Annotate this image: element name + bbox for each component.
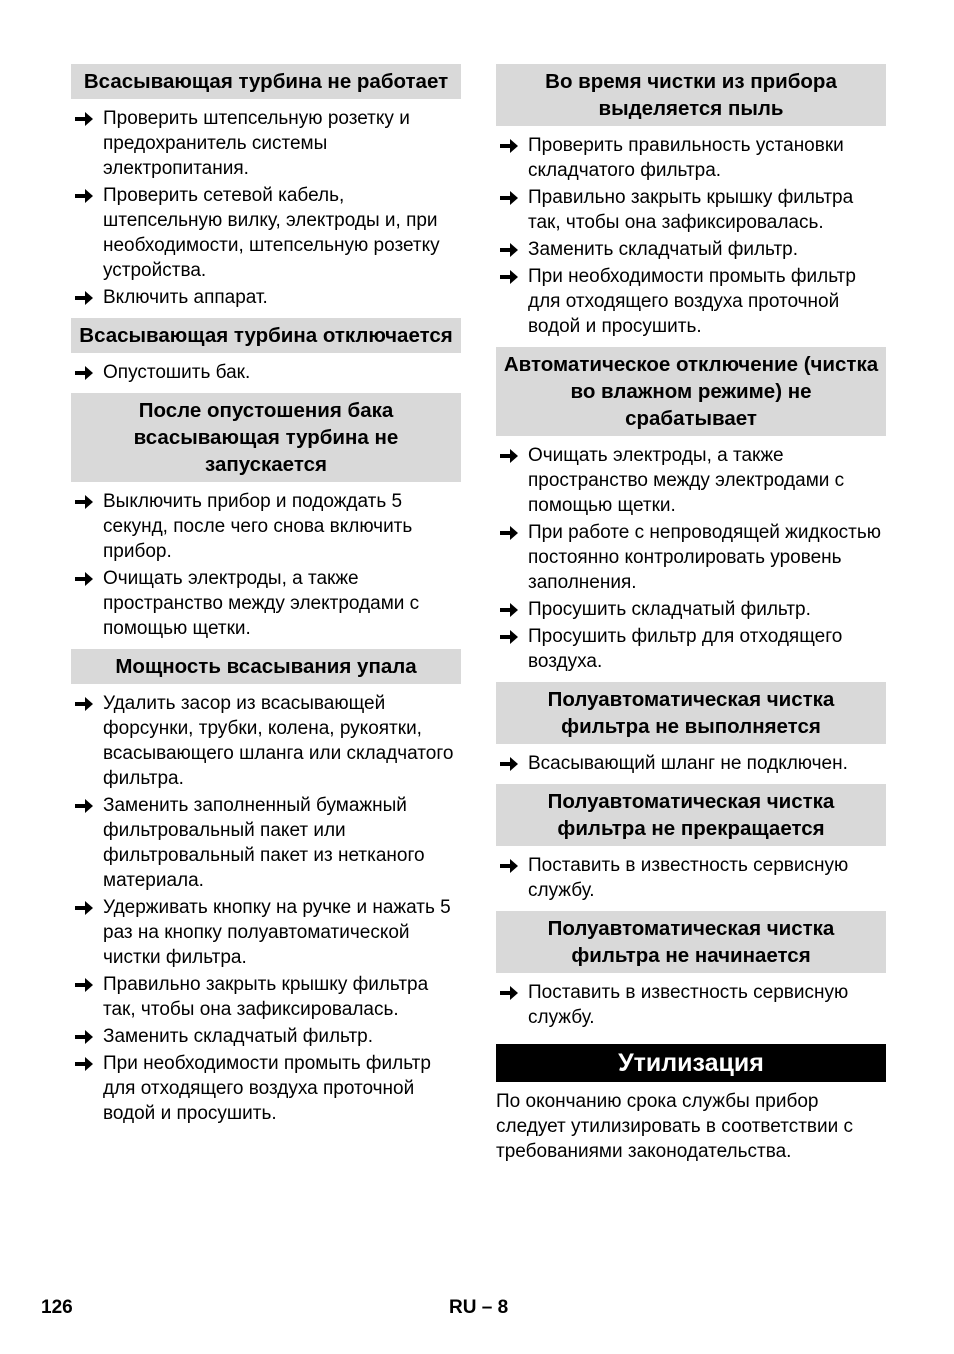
troubleshooting-section [71,393,461,649]
arrow-right-icon [75,1057,93,1071]
action-list [71,684,461,1134]
troubleshooting-section [496,682,886,784]
arrow-right-icon [75,495,93,509]
action-text: Поставить в известность сервисную службу. [528,855,849,901]
section-header: Полуавтоматическая чистка фильтра не начинается [496,911,886,973]
action-list [496,436,886,682]
action-item [71,489,461,564]
action-item [71,285,461,310]
action-item [71,1024,461,1049]
action-text: Просушить фильтр для отходящего воздуха. [528,626,843,672]
action-text: Поставить в известность сервисную службу. [528,982,849,1028]
action-item [71,106,461,181]
action-list [496,846,886,911]
section-header: После опустошения бака всасывающая турбина не запускается [71,393,461,482]
arrow-right-icon [500,630,518,644]
action-text: Правильно закрыть крышку фильтра так, чтобы она зафиксировалась. [528,187,854,233]
action-item [496,853,886,903]
arrow-right-icon [500,191,518,205]
action-list [496,126,886,347]
arrow-right-icon [500,757,518,771]
action-text: Очищать электроды, а также пространство между электродами с помощью щетки. [528,445,845,516]
arrow-right-icon [500,859,518,873]
section-header: Во время чистки из прибора выделяется пыль [496,64,886,126]
action-text: Проверить правильность установки складчатого фильтра. [528,135,844,181]
troubleshooting-section [496,64,886,347]
action-list [71,99,461,318]
arrow-right-icon [75,572,93,586]
arrow-right-icon [75,189,93,203]
troubleshooting-section [71,649,461,1134]
action-text: Всасывающий шланг не подключен. [528,753,848,774]
action-text: Заменить складчатый фильтр. [528,239,799,260]
section-header: Полуавтоматическая чистка фильтра не выполняется [496,682,886,744]
action-item [71,566,461,641]
action-item [71,895,461,970]
arrow-right-icon [75,1030,93,1044]
arrow-right-icon [75,366,93,380]
action-item [71,360,461,385]
troubleshooting-section [496,911,886,1038]
arrow-right-icon [75,901,93,915]
action-list [496,744,886,784]
page-number: 126 [41,1297,73,1318]
section-header: Всасывающая турбина не работает [71,64,461,99]
action-item [496,237,886,262]
action-item [496,597,886,622]
action-text: Удерживать кнопку на ручке и нажать 5 раз на кнопку полуавтоматической чистки фильтра. [103,897,451,968]
action-list [71,353,461,393]
language-page-label: RU – 8 [449,1297,509,1318]
action-item [71,1051,461,1126]
action-item [496,185,886,235]
action-list [71,482,461,649]
action-text: Правильно закрыть крышку фильтра так, чтобы она зафиксировалась. [103,974,429,1020]
disposal-text: По окончанию срока службы прибор следует утилизировать в соответствии с требованиями законодательства. [496,1091,854,1162]
arrow-right-icon [500,243,518,257]
action-text: При работе с непроводящей жидкостью постоянно контролировать уровень заполнения. [528,522,882,593]
arrow-right-icon [75,112,93,126]
troubleshooting-section [71,64,461,318]
action-text: Заменить складчатый фильтр. [103,1026,374,1047]
action-text: Очищать электроды, а также пространство между электродами с помощью щетки. [103,568,420,639]
troubleshooting-section [71,318,461,393]
troubleshooting-section [496,784,886,911]
action-item [496,264,886,339]
disposal-title: Утилизация [496,1044,886,1082]
action-item [71,793,461,893]
action-item [71,691,461,791]
troubleshooting-section [496,347,886,682]
action-item [71,972,461,1022]
action-text: При необходимости промыть фильтр для отходящего воздуха проточной водой и просушить. [528,266,856,337]
action-item [496,443,886,518]
action-text: Проверить штепсельную розетку и предохранитель системы электропитания. [103,108,410,179]
action-text: Опустошить бак. [103,362,251,383]
arrow-right-icon [500,449,518,463]
action-list [496,973,886,1038]
section-header: Мощность всасывания упала [71,649,461,684]
section-header: Всасывающая турбина отключается [71,318,461,353]
action-text: Включить аппарат. [103,287,268,308]
arrow-right-icon [75,291,93,305]
action-item [496,520,886,595]
arrow-right-icon [500,270,518,284]
action-item [496,624,886,674]
arrow-right-icon [75,799,93,813]
action-item [496,133,886,183]
arrow-right-icon [75,978,93,992]
section-header: Автоматическое отключение (чистка во влажном режиме) не срабатывает [496,347,886,436]
action-text: Выключить прибор и подождать 5 секунд, после чего снова включить прибор. [103,491,413,562]
action-text: Проверить сетевой кабель, штепсельную вилку, электроды и, при необходимости, штепсельную розетку устройства. [103,185,440,281]
action-item [496,751,886,776]
arrow-right-icon [500,526,518,540]
arrow-right-icon [75,697,93,711]
left-column [71,64,461,1134]
arrow-right-icon [500,986,518,1000]
arrow-right-icon [500,603,518,617]
action-item [71,183,461,283]
action-text: Заменить заполненный бумажный фильтровальный пакет или фильтровальный пакет из нетканого материала. [103,795,425,891]
action-text: При необходимости промыть фильтр для отходящего воздуха проточной водой и просушить. [103,1053,431,1124]
arrow-right-icon [500,139,518,153]
action-text: Просушить складчатый фильтр. [528,599,811,620]
action-text: Удалить засор из всасывающей форсунки, трубки, колена, рукоятки, всасывающего шланга или складчатого фильтра. [103,693,454,789]
action-item [496,980,886,1030]
section-header: Полуавтоматическая чистка фильтра не прекращается [496,784,886,846]
right-column [496,64,886,1164]
